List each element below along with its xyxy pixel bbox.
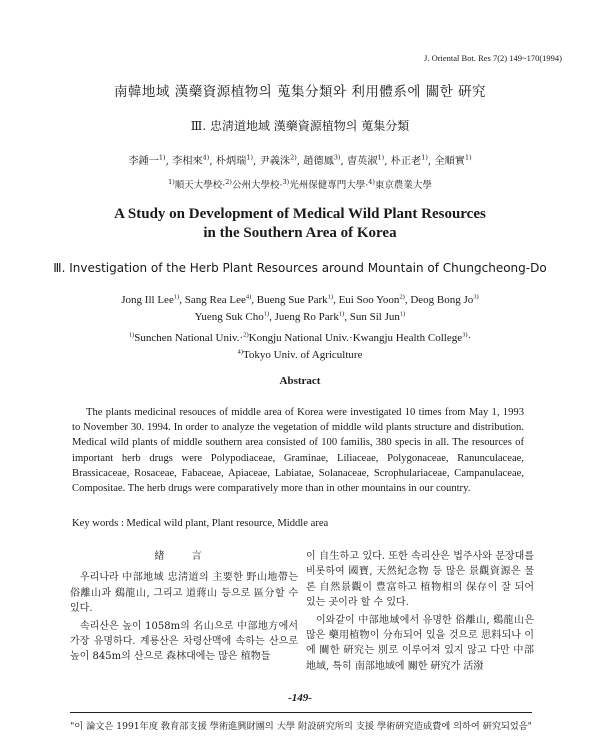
author-sup: 2) [399,293,405,301]
author-name: 朴正老 [390,156,422,167]
english-authors-line-2: Yueng Suk Cho$^{1)}$, Jueng Ro Park$^{1)}$, Sun Sil Jun$^{1)}$ [194,310,406,323]
author-name: Yueng Suk Cho [194,311,264,323]
abstract-body: The plants medicinal resouces of middle area of Korea were investigated 10 times from May 1, 1993 to November 30. 1994. In order to analyze the vegetation of middle wild plants structure and distribution. Medical wild plants of middle southern area consisted of 100 familis, 380 specis in all. The resources of important herb drugs were Polypodiaceae, Graminae, Liliaceae, Polygonaceae, Ranunculaceae, Brassicaceae, Rosaceae, Fabaceae, Apiaceae, Labiatae, Solanaceae, Scrophulariaceae, Campanulaceae, Compositae. The herb drugs were comparatively more than in other mountains in our country. [72,407,524,495]
author-name: 全順實 [434,156,465,167]
affil-sup: 2) [225,177,232,186]
keywords: Key words : Medical wild plant, Plant resource, Middle area [72,518,329,529]
affil-name: Kwangju Health College [352,332,463,344]
affil-sup: 3) [282,177,290,186]
author-name: 尹義洙 [259,156,291,167]
author-sup: 1) [421,153,428,162]
author-sup: 1) [246,153,254,162]
english-authors-line-1: Jong Ill Lee$^{1)}$, Sang Rea Lee$^{4)}$, Bueng Sue Park$^{1)}$, Eui Soo Yoon$^{2)}$, Deog Bong Jo$^{3)}$ [121,293,479,306]
page-number: -149- [288,692,312,704]
author-name: 李相來 [172,156,203,167]
body-column-right [306,549,534,679]
affil-sup: 3) [462,331,468,339]
body-paragraph: 속리산은 높이 1058m의 名山으로 中部地方에서 가장 유명하다. 계룡산은 차령산맥에 속하는 산으로 높이 845m의 산으로 森林대에는 많은 植物들 [70,620,298,663]
author-name: 曺英淑 [346,156,378,167]
footnote: "이 論文은 1991年度 敎育部支援 學術進興財團의 大學 附設硏究所의 支援 學術硏究造成費에 의하여 硏究되었음" [70,721,532,732]
affil-name: Kongju National Univ. [248,332,350,344]
author-sup: 1) [338,310,345,318]
author-name: Sang Rea Lee [184,294,246,306]
author-sup: 3) [473,293,479,301]
english-authors [0,292,600,326]
author-sup: 1) [399,310,406,318]
author-name: Bueng Sue Park [256,294,328,306]
footnote-divider [70,712,532,713]
author-sup: 4) [202,153,210,162]
affil-name: 公州大學校 [231,180,280,191]
korean-title: 南韓地域 漢藥資源植物의 蒐集分類와 利用體系에 關한 硏究 [113,84,487,100]
affil-name: 順天大學校 [174,180,223,191]
affil-sup: 2) [243,331,249,339]
author-sup: 2) [290,153,297,162]
author-sup: 1) [173,293,180,301]
korean-affiliations: $^{1)}$順天大學校·$^{2)}$公州大學校·$^{3)}$光州保健專門大學·$^{4)}$東京農業大學 [168,177,432,191]
body-paragraph: 이 自生하고 있다. 또한 속리산은 법주사와 문장대를 비롯하여 國寶, 天然紀念物 등 많은 景觀資源은 물론 自然景觀이 豊富하고 植物相의 保存이 잘 되어 있는 곳이라 할 수 있다. [306,551,534,609]
author-name: Sun Sil Jun [349,311,400,323]
author-sup: 1) [377,153,385,162]
english-title-line-2: in the Southern Area of Korea [203,225,397,241]
english-affiliations [0,330,600,364]
korean-subtitle: Ⅲ. 忠淸道地域 漢藥資源植物의 蒐集分類 [190,119,410,133]
body-column-left [70,549,298,679]
affil-sup: 4) [237,348,243,356]
english-affil-line-2 [0,347,600,364]
author-name: Deog Bong Jo [410,294,474,306]
author-name: 趙德鳳 [303,156,334,167]
author-sup: 1) [263,310,270,318]
affil-sup: 1) [168,177,175,186]
abstract-heading: Abstract [279,375,321,387]
author-sup: 3) [333,153,341,162]
english-title-line-1: A Study on Development of Medical Wild Plant Resources [114,206,486,222]
affil-name: Tokyo Univ. of Agriculture [242,349,363,361]
author-sup: 4) [245,293,252,301]
affil-name: 光州保健專門大學 [289,180,366,191]
author-name: 李鍾一 [128,156,159,167]
author-name: Eui Soo Yoon [338,294,400,306]
author-sup: 1) [158,153,166,162]
affil-name: Sunchen National Univ. [134,332,240,344]
affil-sup: 1) [128,331,135,339]
author-sup: 1) [327,293,334,301]
author-name: Jong Ill Lee [121,294,174,306]
english-affil-line-1: $^{1)}$Sunchen National Univ.·$^{2)}$Kongju National Univ.·Kwangju Health College$^{3)}$· [128,331,472,344]
korean-authors: 李鍾一$^{1)}$, 李相來$^{4)}$, 朴炳瑞$^{1)}$, 尹義洙$^{2)}$, 趙德鳳$^{3)}$, 曺英淑$^{1)}$, 朴正老$^{1)}$, 全順實$^{1)}$ [128,153,472,167]
author-name: Jueng Ro Park [274,311,339,323]
body-paragraph: 우리나라 中部地域 忠淸道의 主要한 野山地帶는 俗離山과 鷄龍山, 그리고 道蔣山 등으로 區分할 수 있다. [70,572,298,615]
english-title [0,205,600,243]
affil-sup: 4) [368,177,375,186]
journal-reference: J. Oriental Bot. Res 7(2) 149~170(1994) [424,53,562,63]
body-paragraph: 이와같이 中部地域에서 유명한 俗離山, 鷄龍山은 많은 藥用植物이 分布되어 있을 것으로 思料되나 이에 關한 硏究는 別로 이루어져 있지 않고 다만 中部地域, 특히 南部地域에 關한 硏究가 活潑 [306,614,534,672]
author-name: 朴炳瑞 [215,156,247,167]
affil-name: 東京農業大學 [374,180,432,191]
author-sup: 1) [464,153,472,162]
section-title-introduction: 緖 言 [154,551,214,562]
english-subtitle: Ⅲ. Investigation of the Herb Plant Resources around Mountain of Chungcheong-Do [53,261,547,275]
